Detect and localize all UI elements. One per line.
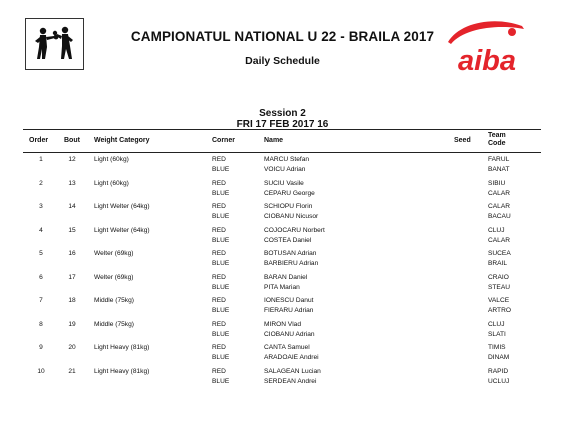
col-team-header-line1: Team: [488, 132, 506, 139]
team-red: CALAR: [488, 203, 510, 210]
boxer-red: COJOCARU Norbert: [264, 227, 325, 234]
boxer-red: IONESCU Danut: [264, 297, 314, 304]
team-cell: [488, 343, 509, 362]
boxer-blue: SERDEAN Andrei: [264, 377, 317, 385]
corner-cell: [212, 273, 229, 292]
corner-red: RED: [212, 227, 226, 234]
corner-cell: [212, 320, 229, 339]
col-name-header: Name: [264, 137, 284, 144]
weight-cell: Welter (69kg): [94, 250, 134, 257]
order-cell: 9: [39, 344, 43, 351]
corner-blue: BLUE: [212, 283, 230, 291]
team-red: CLUJ: [488, 227, 505, 234]
corner-red: RED: [212, 321, 226, 328]
team-blue: BRAIL: [488, 259, 508, 267]
team-cell: [488, 226, 510, 245]
boxer-blue: CEPARU George: [264, 189, 315, 197]
corner-blue: BLUE: [212, 236, 230, 244]
team-blue: ARTRO: [488, 306, 511, 314]
weight-cell: Welter (69kg): [94, 274, 134, 281]
order-cell: 6: [39, 274, 43, 281]
team-blue: CALAR: [488, 236, 510, 244]
boxer-blue: COSTEA Daniel: [264, 236, 312, 244]
team-cell: [488, 155, 510, 174]
table-row: [0, 296, 565, 320]
order-cell: 7: [39, 297, 43, 304]
team-cell: [488, 320, 506, 339]
corner-cell: [212, 343, 229, 362]
boxer-red: SCHIOPU Florin: [264, 203, 313, 210]
boxer-red: MIRON Vlad: [264, 321, 302, 328]
header-rule-bottom: [23, 152, 541, 153]
bout-cell: 13: [68, 180, 76, 187]
bout-cell: 17: [68, 274, 76, 281]
weight-cell: Middle (75kg): [94, 321, 134, 328]
team-red: VALCE: [488, 297, 510, 304]
boxer-blue: CIOBANU Adrian: [264, 330, 315, 338]
corner-red: RED: [212, 250, 226, 257]
boxer-red: BOTUSAN Adrian: [264, 250, 317, 257]
team-blue: CALAR: [488, 189, 510, 197]
corner-red: RED: [212, 180, 226, 187]
order-cell: 4: [39, 227, 43, 234]
corner-cell: [212, 226, 229, 245]
team-red: CRAIO: [488, 274, 509, 281]
corner-red: RED: [212, 297, 226, 304]
weight-cell: Light (60kg): [94, 156, 129, 163]
corner-cell: [212, 155, 229, 174]
corner-blue: BLUE: [212, 212, 230, 220]
boxer-red: BARAN Daniel: [264, 274, 308, 281]
col-corner-header: Corner: [212, 137, 235, 144]
corner-blue: BLUE: [212, 330, 230, 338]
corner-cell: [212, 249, 229, 268]
bout-cell: 18: [68, 297, 76, 304]
weight-cell: Light (60kg): [94, 180, 129, 187]
col-seed-header: Seed: [454, 137, 471, 144]
weight-cell: Middle (75kg): [94, 297, 134, 304]
col-bout-header: Bout: [64, 137, 80, 144]
team-blue: BANAT: [488, 165, 510, 173]
bout-cell: 14: [68, 203, 76, 210]
boxer-blue: VOICU Adrian: [264, 165, 306, 173]
table-row: [0, 273, 565, 297]
boxer-blue: PITA Marian: [264, 283, 300, 291]
team-red: FARUL: [488, 156, 510, 163]
team-blue: UCLUJ: [488, 377, 510, 385]
boxers-logo: [25, 18, 84, 70]
team-red: CLUJ: [488, 321, 505, 328]
header-rule-top: [23, 129, 541, 130]
bout-cell: 19: [68, 321, 76, 328]
corner-cell: [212, 202, 229, 221]
team-cell: [488, 202, 511, 221]
corner-red: RED: [212, 156, 226, 163]
team-blue: STEAU: [488, 283, 510, 291]
boxer-red: MARCU Stefan: [264, 156, 310, 163]
name-cell: [264, 249, 318, 268]
order-cell: 2: [39, 180, 43, 187]
boxer-red: CANTA Samuel: [264, 344, 310, 351]
corner-cell: [212, 179, 229, 198]
name-cell: [264, 179, 315, 198]
name-cell: [264, 155, 309, 174]
corner-blue: BLUE: [212, 377, 230, 385]
bout-cell: 12: [68, 156, 76, 163]
corner-cell: [212, 367, 229, 386]
order-cell: 8: [39, 321, 43, 328]
aiba-logo: [440, 18, 530, 76]
corner-red: RED: [212, 274, 226, 281]
name-cell: [264, 273, 307, 292]
team-blue: BACAU: [488, 212, 511, 220]
corner-red: RED: [212, 344, 226, 351]
col-weight-header: Weight Category: [94, 137, 150, 144]
corner-blue: BLUE: [212, 353, 230, 361]
boxer-blue: BARBIERU Adrian: [264, 259, 319, 267]
weight-cell: Light Welter (64kg): [94, 203, 150, 210]
table-row: [0, 320, 565, 344]
order-cell: 10: [37, 368, 45, 375]
table-row: [0, 249, 565, 273]
corner-red: RED: [212, 203, 226, 210]
name-cell: [264, 296, 313, 315]
boxer-red: SALAGEAN Lucian: [264, 368, 321, 375]
name-cell: [264, 367, 321, 386]
table-row: [0, 155, 565, 179]
name-cell: [264, 226, 325, 245]
team-red: SUCEA: [488, 250, 511, 257]
table-row: [0, 202, 565, 226]
bout-cell: 15: [68, 227, 76, 234]
bout-cell: 21: [68, 368, 76, 375]
table-row: [0, 343, 565, 367]
boxer-blue: CIOBANU Nicusor: [264, 212, 319, 220]
weight-cell: Light Heavy (81kg): [94, 344, 150, 351]
bout-cell: 16: [68, 250, 76, 257]
corner-red: RED: [212, 368, 226, 375]
page-subtitle: Daily Schedule: [245, 55, 320, 67]
table-row: [0, 367, 565, 391]
team-red: RAPID: [488, 368, 509, 375]
weight-cell: Light Welter (64kg): [94, 227, 150, 234]
col-team-header-line2: Code: [488, 140, 506, 147]
team-red: SIBIU: [488, 180, 506, 187]
team-cell: [488, 249, 511, 268]
boxer-blue: FIERARU Adrian: [264, 306, 314, 314]
name-cell: [264, 343, 319, 362]
team-cell: [488, 179, 510, 198]
order-cell: 5: [39, 250, 43, 257]
event-title: CAMPIONATUL NATIONAL U 22 - BRAILA 2017: [130, 29, 435, 44]
boxer-blue: ARADOAIE Andrei: [264, 353, 319, 361]
team-blue: DINAM: [488, 353, 510, 361]
order-cell: 3: [39, 203, 43, 210]
corner-blue: BLUE: [212, 259, 230, 267]
bout-cell: 20: [68, 344, 76, 351]
team-cell: [488, 273, 510, 292]
corner-blue: BLUE: [212, 189, 230, 197]
corner-cell: [212, 296, 229, 315]
col-team-header: [488, 132, 506, 148]
session-date: FRI 17 FEB 2017 16: [236, 119, 329, 130]
corner-blue: BLUE: [212, 306, 230, 314]
name-cell: [264, 202, 318, 221]
weight-cell: Light Heavy (81kg): [94, 368, 150, 375]
table-row: [0, 226, 565, 250]
table-row: [0, 179, 565, 203]
team-cell: [488, 367, 509, 386]
team-red: TIMIS: [488, 344, 506, 351]
corner-blue: BLUE: [212, 165, 230, 173]
team-cell: [488, 296, 511, 315]
aiba-wordmark: aiba: [457, 45, 517, 76]
boxer-red: SUCIU Vasile: [264, 180, 304, 187]
session-heading: [0, 108, 565, 130]
session-label: Session 2: [259, 108, 306, 119]
team-blue: SLATI: [488, 330, 506, 338]
col-order-header: Order: [29, 137, 49, 144]
name-cell: [264, 320, 315, 339]
order-cell: 1: [39, 156, 43, 163]
